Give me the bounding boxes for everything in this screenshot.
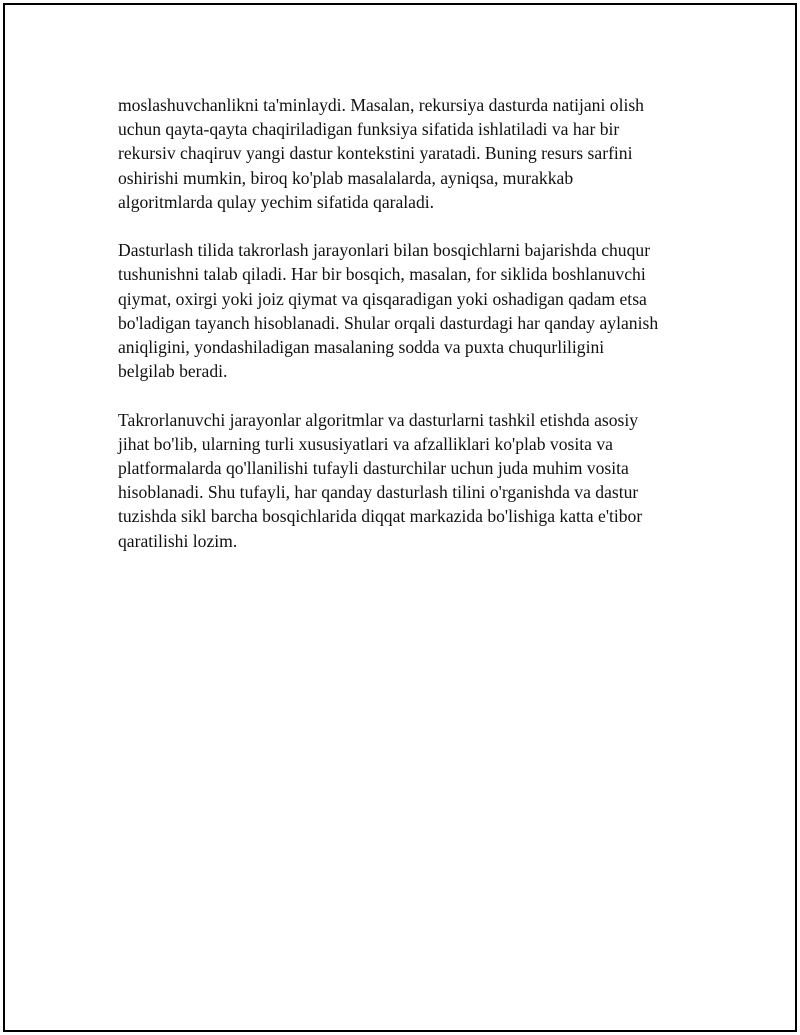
- text-line: Dasturlash tilida takrorlash jarayonlari bilan bosqichlarni bajarishda chuqur: [118, 240, 651, 261]
- paragraph-2: [118, 238, 708, 383]
- text-line: bo'ladigan tayanch hisoblanadi. Shular orqali dasturdagi har qanday aylanish: [118, 312, 659, 333]
- text-line: hisoblanadi. Shu tufayli, har qanday dasturlash tilini o'rganishda va dastur: [118, 482, 639, 503]
- text-line: qiymat, oxirgi yoki joiz qiymat va qisqaradigan yoki oshadigan qadam etsa: [118, 288, 647, 309]
- text-line: oshirishi mumkin, biroq ko'plab masalalarda, ayniqsa, murakkab: [118, 167, 574, 188]
- text-line: algoritmlarda qulay yechim sifatida qaraladi.: [118, 191, 435, 212]
- text-line: Takrorlanuvchi jarayonlar algoritmlar va dasturlarni tashkil etishda asosiy: [118, 409, 639, 430]
- text-line: aniqligini, yondashiladigan masalaning sodda va puxta chuqurliligini: [118, 337, 605, 358]
- text-line: tushunishni talab qiladi. Har bir bosqich, masalan, for siklida boshlanuvchi: [118, 264, 646, 285]
- document-body: [118, 93, 708, 577]
- text-line: moslashuvchanlikni ta'minlaydi. Masalan, rekursiya dasturda natijani olish: [118, 95, 644, 115]
- paragraph-1: [118, 93, 708, 214]
- text-line: belgilab beradi.: [118, 361, 228, 382]
- text-line: jihat bo'lib, ularning turli xususiyatlari va afzalliklari ko'plab vosita va: [118, 433, 613, 454]
- text-line: tuzishda sikl barcha bosqichlarida diqqat markazida bo'lishiga katta e'tibor: [118, 506, 643, 527]
- text-line: uchun qayta-qayta chaqiriladigan funksiya sifatida ishlatiladi va har bir: [118, 119, 620, 140]
- text-line: platformalarda qo'llanilishi tufayli dasturchilar uchun juda muhim vosita: [118, 458, 629, 479]
- text-line: rekursiv chaqiruv yangi dastur kontekstini yaratadi. Buning resurs sarfini: [118, 143, 633, 164]
- text-line: qaratilishi lozim.: [118, 530, 238, 551]
- paragraph-3: [118, 408, 708, 553]
